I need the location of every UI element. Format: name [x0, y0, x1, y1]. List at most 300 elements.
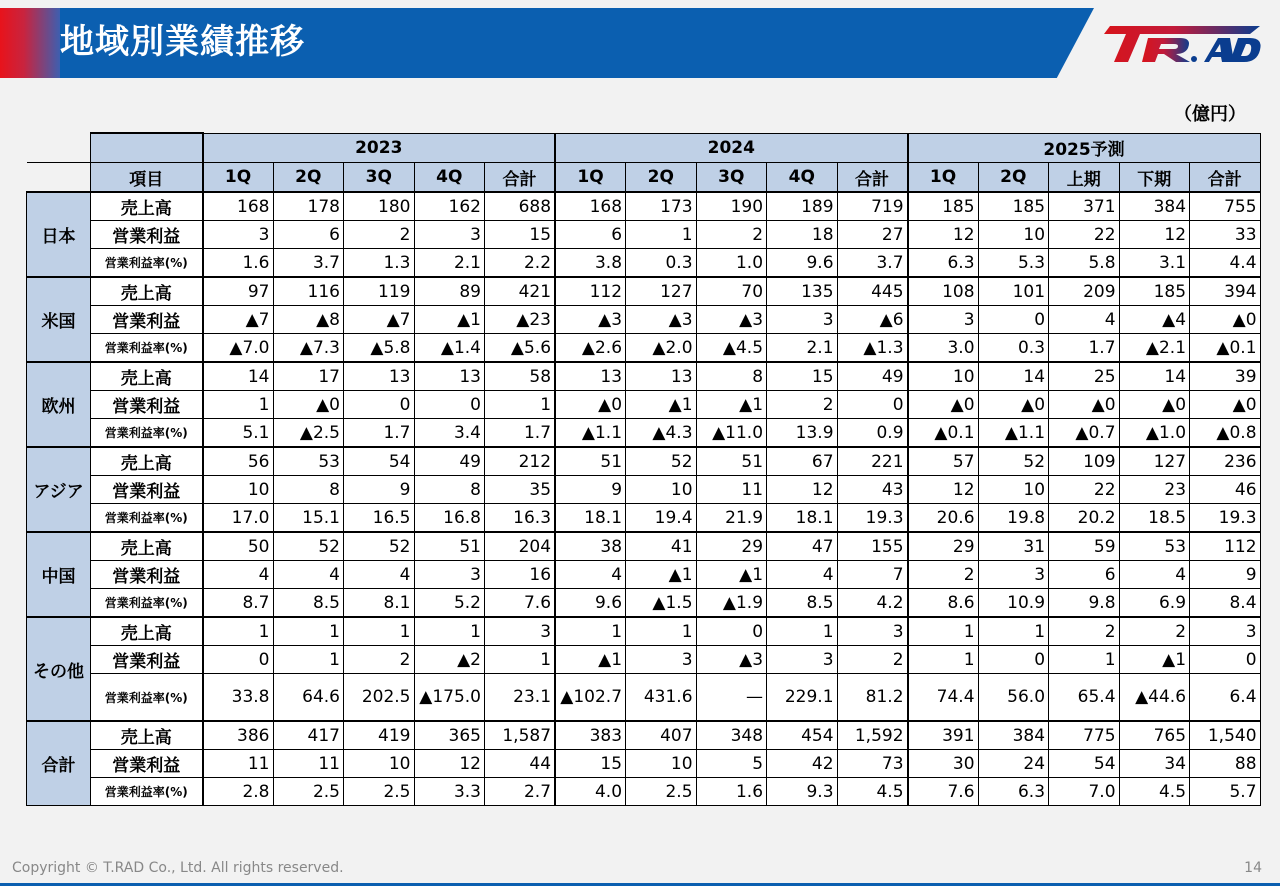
- data-cell: ▲7.3: [273, 334, 344, 363]
- data-cell: 8: [273, 476, 344, 504]
- data-cell: 89: [414, 277, 485, 306]
- data-cell: 1: [485, 391, 556, 419]
- data-cell: ▲0: [1049, 391, 1120, 419]
- data-cell: 25: [1049, 362, 1120, 391]
- data-cell: 765: [1119, 721, 1190, 750]
- data-cell: ▲0: [273, 391, 344, 419]
- data-cell: 202.5: [344, 674, 415, 722]
- row-label: 売上高: [91, 192, 203, 221]
- data-cell: 6: [555, 221, 626, 249]
- row-label: 売上高: [91, 447, 203, 476]
- page-title: 地域別業績推移: [60, 22, 305, 62]
- data-cell: 3: [203, 221, 274, 249]
- data-cell: 185: [1119, 277, 1190, 306]
- data-cell: 1.3: [344, 249, 415, 278]
- row-label: 売上高: [91, 721, 203, 750]
- data-cell: 1: [978, 617, 1049, 646]
- region-label: 日本: [27, 192, 91, 277]
- data-cell: ▲1: [696, 561, 767, 589]
- row-label: 営業利益: [91, 646, 203, 674]
- data-cell: 5: [696, 750, 767, 778]
- data-cell: 54: [344, 447, 415, 476]
- data-cell: 212: [485, 447, 556, 476]
- data-cell: 168: [203, 192, 274, 221]
- data-cell: 719: [837, 192, 908, 221]
- data-cell: 52: [273, 532, 344, 561]
- data-cell: 0: [203, 646, 274, 674]
- data-cell: 51: [696, 447, 767, 476]
- data-cell: 431.6: [626, 674, 697, 722]
- region-label: 米国: [27, 277, 91, 362]
- data-cell: 10: [344, 750, 415, 778]
- data-cell: 0: [696, 617, 767, 646]
- data-cell: 3: [1190, 617, 1261, 646]
- data-cell: 6.3: [978, 778, 1049, 806]
- data-cell: ▲23: [485, 306, 556, 334]
- data-cell: ▲1.4: [414, 334, 485, 363]
- data-cell: ▲102.7: [555, 674, 626, 722]
- data-cell: 73: [837, 750, 908, 778]
- data-cell: 3: [767, 306, 838, 334]
- column-header: 2Q: [273, 163, 344, 193]
- data-cell: 6: [273, 221, 344, 249]
- data-cell: 10: [626, 476, 697, 504]
- column-header: 2Q: [978, 163, 1049, 193]
- data-cell: 13: [344, 362, 415, 391]
- data-cell: 33.8: [203, 674, 274, 722]
- row-label: 営業利益率(%): [91, 778, 203, 806]
- data-cell: 3.3: [414, 778, 485, 806]
- data-cell: 755: [1190, 192, 1261, 221]
- data-cell: 454: [767, 721, 838, 750]
- data-cell: 1.7: [1049, 334, 1120, 363]
- data-cell: 162: [414, 192, 485, 221]
- data-cell: 14: [1119, 362, 1190, 391]
- data-cell: 4: [555, 561, 626, 589]
- data-cell: 51: [414, 532, 485, 561]
- data-cell: 4: [344, 561, 415, 589]
- data-cell: 23.1: [485, 674, 556, 722]
- data-cell: 4.2: [837, 589, 908, 618]
- data-cell: 19.3: [1190, 504, 1261, 533]
- data-cell: 8.6: [908, 589, 979, 618]
- data-cell: 2.1: [414, 249, 485, 278]
- data-cell: 56: [203, 447, 274, 476]
- data-cell: 1: [344, 617, 415, 646]
- data-cell: 12: [767, 476, 838, 504]
- data-cell: 81.2: [837, 674, 908, 722]
- data-cell: 22: [1049, 476, 1120, 504]
- data-cell: 33: [1190, 221, 1261, 249]
- data-cell: 1: [203, 617, 274, 646]
- data-cell: 8.1: [344, 589, 415, 618]
- data-cell: 3: [837, 617, 908, 646]
- data-cell: ▲1.5: [626, 589, 697, 618]
- data-cell: 3: [485, 617, 556, 646]
- data-cell: 1,592: [837, 721, 908, 750]
- region-label: 合計: [27, 721, 91, 806]
- data-cell: 3: [414, 561, 485, 589]
- data-cell: 419: [344, 721, 415, 750]
- data-cell: 19.3: [837, 504, 908, 533]
- region-label: アジア: [27, 447, 91, 532]
- data-cell: ▲3: [696, 646, 767, 674]
- data-cell: 11: [203, 750, 274, 778]
- data-cell: 41: [626, 532, 697, 561]
- data-cell: 53: [1119, 532, 1190, 561]
- data-cell: 2: [1119, 617, 1190, 646]
- data-cell: 46: [1190, 476, 1261, 504]
- data-cell: 21.9: [696, 504, 767, 533]
- table-row: [27, 306, 1261, 334]
- data-cell: 0.3: [978, 334, 1049, 363]
- data-cell: 119: [344, 277, 415, 306]
- data-cell: 1.6: [203, 249, 274, 278]
- data-cell: 2.5: [273, 778, 344, 806]
- data-cell: 0: [978, 646, 1049, 674]
- data-cell: 97: [203, 277, 274, 306]
- data-cell: 3.8: [555, 249, 626, 278]
- data-cell: 1: [1049, 646, 1120, 674]
- data-cell: 127: [626, 277, 697, 306]
- data-cell: 0: [414, 391, 485, 419]
- data-cell: 2: [1049, 617, 1120, 646]
- row-label: 営業利益: [91, 306, 203, 334]
- data-cell: 29: [908, 532, 979, 561]
- data-cell: 1,587: [485, 721, 556, 750]
- data-cell: ▲1.9: [696, 589, 767, 618]
- data-cell: 109: [1049, 447, 1120, 476]
- trad-logo: [1100, 22, 1265, 66]
- data-cell: 209: [1049, 277, 1120, 306]
- table-row: [27, 778, 1261, 806]
- row-label: 営業利益率(%): [91, 589, 203, 618]
- data-cell: ▲4: [1119, 306, 1190, 334]
- table-row: [27, 589, 1261, 618]
- data-cell: ▲2.0: [626, 334, 697, 363]
- data-cell: ▲1: [626, 561, 697, 589]
- data-cell: 1.6: [696, 778, 767, 806]
- data-cell: ▲2.5: [273, 419, 344, 448]
- region-label: 中国: [27, 532, 91, 617]
- data-cell: ▲2.6: [555, 334, 626, 363]
- data-cell: 8.5: [273, 589, 344, 618]
- data-cell: 0: [344, 391, 415, 419]
- data-cell: ▲1.1: [978, 419, 1049, 448]
- table-row: [27, 674, 1261, 722]
- column-header: 1Q: [908, 163, 979, 193]
- data-cell: ▲0: [1190, 306, 1261, 334]
- data-cell: 47: [767, 532, 838, 561]
- data-cell: 5.1: [203, 419, 274, 448]
- data-cell: ▲3: [696, 306, 767, 334]
- table-row: [27, 646, 1261, 674]
- data-cell: 0: [1190, 646, 1261, 674]
- data-cell: ▲7: [344, 306, 415, 334]
- data-cell: 16: [485, 561, 556, 589]
- data-cell: 383: [555, 721, 626, 750]
- data-cell: 9.8: [1049, 589, 1120, 618]
- data-cell: 59: [1049, 532, 1120, 561]
- data-cell: 371: [1049, 192, 1120, 221]
- data-cell: 9: [344, 476, 415, 504]
- data-cell: ▲0: [908, 391, 979, 419]
- data-cell: 12: [908, 476, 979, 504]
- data-cell: 4: [1049, 306, 1120, 334]
- data-cell: 185: [908, 192, 979, 221]
- data-cell: 14: [978, 362, 1049, 391]
- title-banner-accent: [0, 8, 60, 78]
- data-cell: 391: [908, 721, 979, 750]
- data-cell: 6.3: [908, 249, 979, 278]
- data-cell: 7.6: [908, 778, 979, 806]
- data-cell: 3: [414, 221, 485, 249]
- data-cell: 10: [908, 362, 979, 391]
- data-cell: 421: [485, 277, 556, 306]
- table-row: [27, 391, 1261, 419]
- row-label: 売上高: [91, 277, 203, 306]
- data-cell: 88: [1190, 750, 1261, 778]
- data-cell: 11: [696, 476, 767, 504]
- data-cell: 4.4: [1190, 249, 1261, 278]
- data-cell: ▲0: [1119, 391, 1190, 419]
- data-cell: ▲3: [626, 306, 697, 334]
- data-cell: 2.1: [767, 334, 838, 363]
- data-cell: 1.0: [696, 249, 767, 278]
- data-cell: 38: [555, 532, 626, 561]
- data-cell: 54: [1049, 750, 1120, 778]
- data-cell: 51: [555, 447, 626, 476]
- data-cell: 18.5: [1119, 504, 1190, 533]
- data-cell: 9.3: [767, 778, 838, 806]
- table-row: [27, 561, 1261, 589]
- data-cell: 10.9: [978, 589, 1049, 618]
- data-cell: 49: [837, 362, 908, 391]
- data-cell: 2: [908, 561, 979, 589]
- data-cell: 30: [908, 750, 979, 778]
- data-cell: 10: [978, 221, 1049, 249]
- data-cell: ▲44.6: [1119, 674, 1190, 722]
- data-cell: ▲1: [696, 391, 767, 419]
- data-cell: 173: [626, 192, 697, 221]
- data-cell: 417: [273, 721, 344, 750]
- data-cell: 3.1: [1119, 249, 1190, 278]
- data-cell: 348: [696, 721, 767, 750]
- data-cell: ▲1: [626, 391, 697, 419]
- table-row: [27, 532, 1261, 561]
- data-cell: 15: [485, 221, 556, 249]
- corner-blank: [27, 163, 91, 193]
- data-cell: 3: [978, 561, 1049, 589]
- data-cell: ▲0: [978, 391, 1049, 419]
- data-cell: 3.4: [414, 419, 485, 448]
- data-cell: 1.7: [485, 419, 556, 448]
- data-cell: 14: [203, 362, 274, 391]
- unit-label: （億円）: [1174, 104, 1246, 125]
- row-label: 売上高: [91, 532, 203, 561]
- data-cell: 2: [767, 391, 838, 419]
- data-cell: 19.8: [978, 504, 1049, 533]
- data-cell: 2.8: [203, 778, 274, 806]
- data-cell: ▲0: [1190, 391, 1261, 419]
- data-cell: 9.6: [767, 249, 838, 278]
- data-cell: ▲7: [203, 306, 274, 334]
- data-cell: 10: [626, 750, 697, 778]
- data-cell: 24: [978, 750, 1049, 778]
- data-cell: 52: [344, 532, 415, 561]
- data-cell: 29: [696, 532, 767, 561]
- data-cell: 0.3: [626, 249, 697, 278]
- data-cell: 49: [414, 447, 485, 476]
- data-cell: 6.4: [1190, 674, 1261, 722]
- data-cell: 3.0: [908, 334, 979, 363]
- data-cell: 18: [767, 221, 838, 249]
- corner-cell: [91, 133, 203, 163]
- column-header: 1Q: [203, 163, 274, 193]
- data-cell: 1: [555, 617, 626, 646]
- data-cell: 50: [203, 532, 274, 561]
- data-cell: 9: [1190, 561, 1261, 589]
- data-cell: 4: [273, 561, 344, 589]
- column-header: 合計: [1190, 163, 1261, 193]
- year-header-2024: 2024: [555, 133, 908, 163]
- data-cell: ▲0: [555, 391, 626, 419]
- table-row: [27, 192, 1261, 221]
- table-row: [27, 334, 1261, 363]
- row-label: 営業利益率(%): [91, 249, 203, 278]
- data-cell: 1: [626, 617, 697, 646]
- data-cell: 20.2: [1049, 504, 1120, 533]
- data-cell: 9.6: [555, 589, 626, 618]
- data-cell: 8: [696, 362, 767, 391]
- data-cell: 135: [767, 277, 838, 306]
- table-row: [27, 617, 1261, 646]
- data-cell: 65.4: [1049, 674, 1120, 722]
- column-header: 4Q: [414, 163, 485, 193]
- data-cell: 23: [1119, 476, 1190, 504]
- data-cell: 4: [1119, 561, 1190, 589]
- data-cell: 10: [978, 476, 1049, 504]
- data-cell: 5.2: [414, 589, 485, 618]
- data-cell: 2: [837, 646, 908, 674]
- data-cell: 0: [978, 306, 1049, 334]
- data-cell: 17.0: [203, 504, 274, 533]
- data-cell: 15: [767, 362, 838, 391]
- row-label: 営業利益率(%): [91, 419, 203, 448]
- data-cell: 2.5: [344, 778, 415, 806]
- data-cell: ▲11.0: [696, 419, 767, 448]
- data-cell: 16.8: [414, 504, 485, 533]
- data-cell: ▲3: [555, 306, 626, 334]
- table-row: [27, 277, 1261, 306]
- data-cell: 180: [344, 192, 415, 221]
- data-cell: 2: [696, 221, 767, 249]
- data-cell: 1: [767, 617, 838, 646]
- column-header: 3Q: [344, 163, 415, 193]
- data-cell: 11: [273, 750, 344, 778]
- data-cell: 0.9: [837, 419, 908, 448]
- data-cell: 3: [626, 646, 697, 674]
- data-cell: 20.6: [908, 504, 979, 533]
- data-cell: 386: [203, 721, 274, 750]
- data-cell: 4: [767, 561, 838, 589]
- data-cell: 7: [837, 561, 908, 589]
- table-row: [27, 447, 1261, 476]
- data-cell: 10: [203, 476, 274, 504]
- data-cell: 155: [837, 532, 908, 561]
- data-cell: ▲1: [414, 306, 485, 334]
- data-cell: 190: [696, 192, 767, 221]
- data-cell: 116: [273, 277, 344, 306]
- regional-performance-table: [26, 132, 1261, 806]
- data-cell: 1: [273, 646, 344, 674]
- data-cell: 70: [696, 277, 767, 306]
- row-label: 売上高: [91, 362, 203, 391]
- data-cell: 221: [837, 447, 908, 476]
- data-cell: 27: [837, 221, 908, 249]
- data-cell: 2.7: [485, 778, 556, 806]
- data-cell: 42: [767, 750, 838, 778]
- data-cell: 39: [1190, 362, 1261, 391]
- data-cell: ▲6: [837, 306, 908, 334]
- data-cell: 229.1: [767, 674, 838, 722]
- data-cell: 4.5: [837, 778, 908, 806]
- page-number: 14: [1244, 860, 1262, 876]
- data-cell: 445: [837, 277, 908, 306]
- row-label: 営業利益: [91, 750, 203, 778]
- data-cell: 407: [626, 721, 697, 750]
- data-cell: 22: [1049, 221, 1120, 249]
- data-cell: 1: [485, 646, 556, 674]
- data-cell: 1: [908, 646, 979, 674]
- data-cell: 2: [344, 221, 415, 249]
- data-cell: 127: [1119, 447, 1190, 476]
- data-cell: 185: [978, 192, 1049, 221]
- data-cell: ▲1.3: [837, 334, 908, 363]
- data-cell: ▲8: [273, 306, 344, 334]
- data-cell: ▲0.7: [1049, 419, 1120, 448]
- data-cell: 6: [1049, 561, 1120, 589]
- data-cell: 189: [767, 192, 838, 221]
- table-row: [27, 221, 1261, 249]
- data-cell: 1: [203, 391, 274, 419]
- row-label: 営業利益: [91, 391, 203, 419]
- data-cell: 13.9: [767, 419, 838, 448]
- data-cell: 204: [485, 532, 556, 561]
- data-cell: 1: [908, 617, 979, 646]
- column-header: 2Q: [626, 163, 697, 193]
- data-cell: 688: [485, 192, 556, 221]
- data-cell: 2: [344, 646, 415, 674]
- data-cell: 15: [555, 750, 626, 778]
- data-cell: ▲4.5: [696, 334, 767, 363]
- data-cell: 17: [273, 362, 344, 391]
- data-cell: 43: [837, 476, 908, 504]
- item-header: 項目: [91, 163, 203, 193]
- data-cell: ▲4.3: [626, 419, 697, 448]
- data-cell: 1.7: [344, 419, 415, 448]
- data-cell: 16.5: [344, 504, 415, 533]
- data-cell: ▲1: [555, 646, 626, 674]
- data-cell: 12: [908, 221, 979, 249]
- year-header-2023: 2023: [203, 133, 556, 163]
- data-cell: 6.9: [1119, 589, 1190, 618]
- data-cell: 3.7: [837, 249, 908, 278]
- copyright-text: Copyright © T.RAD Co., Ltd. All rights reserved.: [12, 860, 344, 876]
- column-header: 下期: [1119, 163, 1190, 193]
- data-cell: 384: [978, 721, 1049, 750]
- region-label: 欧州: [27, 362, 91, 447]
